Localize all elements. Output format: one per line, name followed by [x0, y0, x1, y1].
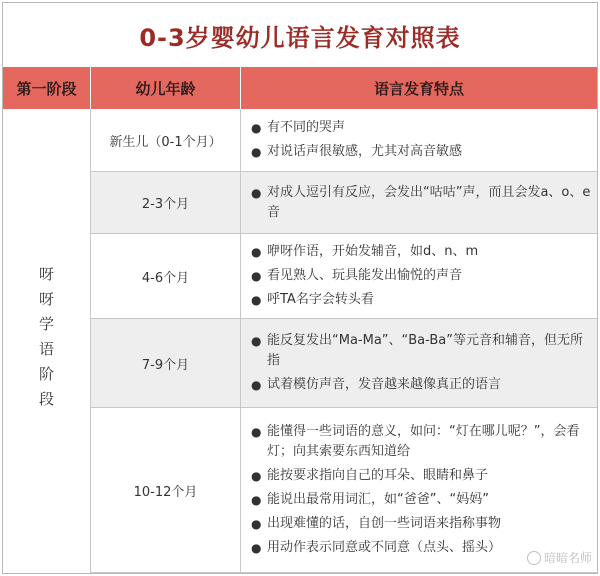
- header-age: 幼儿年龄: [91, 67, 241, 109]
- list-item: ● 能懂得一些词语的意义，如问：“灯在哪儿呢？”，会看灯；向其索要东西知道给: [251, 422, 591, 462]
- age-cell: 2-3个月: [91, 172, 241, 234]
- list-item: ● 能按要求指向自己的耳朵、眼睛和鼻子: [251, 466, 591, 486]
- bullet-icon: ●: [251, 517, 262, 531]
- age-cell: 新生儿（0-1个月）: [91, 109, 241, 172]
- header-features: 语言发育特点: [241, 67, 597, 109]
- bullet-icon: ●: [251, 334, 262, 348]
- features-cell: [241, 172, 597, 234]
- watermark-logo-icon: [527, 551, 541, 565]
- bullet-icon: ●: [251, 493, 262, 507]
- age-cell: 4-6个月: [91, 234, 241, 319]
- bullet-icon: ●: [251, 425, 262, 439]
- list-item: ● 试着模仿声音，发音越来越像真正的语言: [251, 375, 591, 395]
- features-cell: [241, 234, 597, 319]
- list-item: ● 用动作表示同意或不同意（点头、摇头）: [251, 538, 591, 558]
- age-cell: 7-9个月: [91, 319, 241, 408]
- features-cell: [241, 319, 597, 408]
- watermark-text: 暗暗名师: [543, 551, 592, 565]
- bullet-icon: ●: [251, 145, 262, 159]
- page-title: 0-3岁婴幼儿语言发育对照表: [139, 23, 461, 52]
- bullet-icon: ●: [251, 293, 262, 307]
- list-item: ● 对成人逗引有反应，会发出“咕咕”声，而且会发a、o、e音: [251, 183, 591, 223]
- stage-cell: [3, 109, 91, 573]
- bullet-icon: ●: [251, 121, 262, 135]
- age-cell: 10-12个月: [91, 408, 241, 573]
- list-item: ● 能说出最常用词汇，如“爸爸”、“妈妈”: [251, 490, 591, 510]
- header-stage: 第一阶段: [3, 67, 91, 109]
- bullet-icon: ●: [251, 541, 262, 555]
- list-item: ● 出现难懂的话，自创一些词语来指称事物: [251, 514, 591, 534]
- list-item: ● 对说话声很敏感，尤其对高音敏感: [251, 142, 591, 162]
- bullet-icon: ●: [251, 469, 262, 483]
- bullet-icon: ●: [251, 269, 262, 283]
- bullet-icon: ●: [251, 378, 262, 392]
- bullet-icon: ●: [251, 245, 262, 259]
- features-cell: [241, 109, 597, 172]
- list-item: ● 有不同的哭声: [251, 118, 591, 138]
- list-item: ● 能反复发出“Ma-Ma”、“Ba-Ba”等元音和辅音，但无所指: [251, 331, 591, 371]
- list-item: ● 咿呀作语，开始发辅音，如d、n、m: [251, 242, 591, 262]
- bullet-icon: ●: [251, 185, 262, 200]
- list-item: ● 看见熟人、玩具能发出愉悦的声音: [251, 266, 591, 286]
- stage-label: 呀呀学语阶段: [37, 266, 55, 416]
- list-item: ● 呼TA名字会转头看: [251, 290, 591, 310]
- watermark: [527, 549, 592, 566]
